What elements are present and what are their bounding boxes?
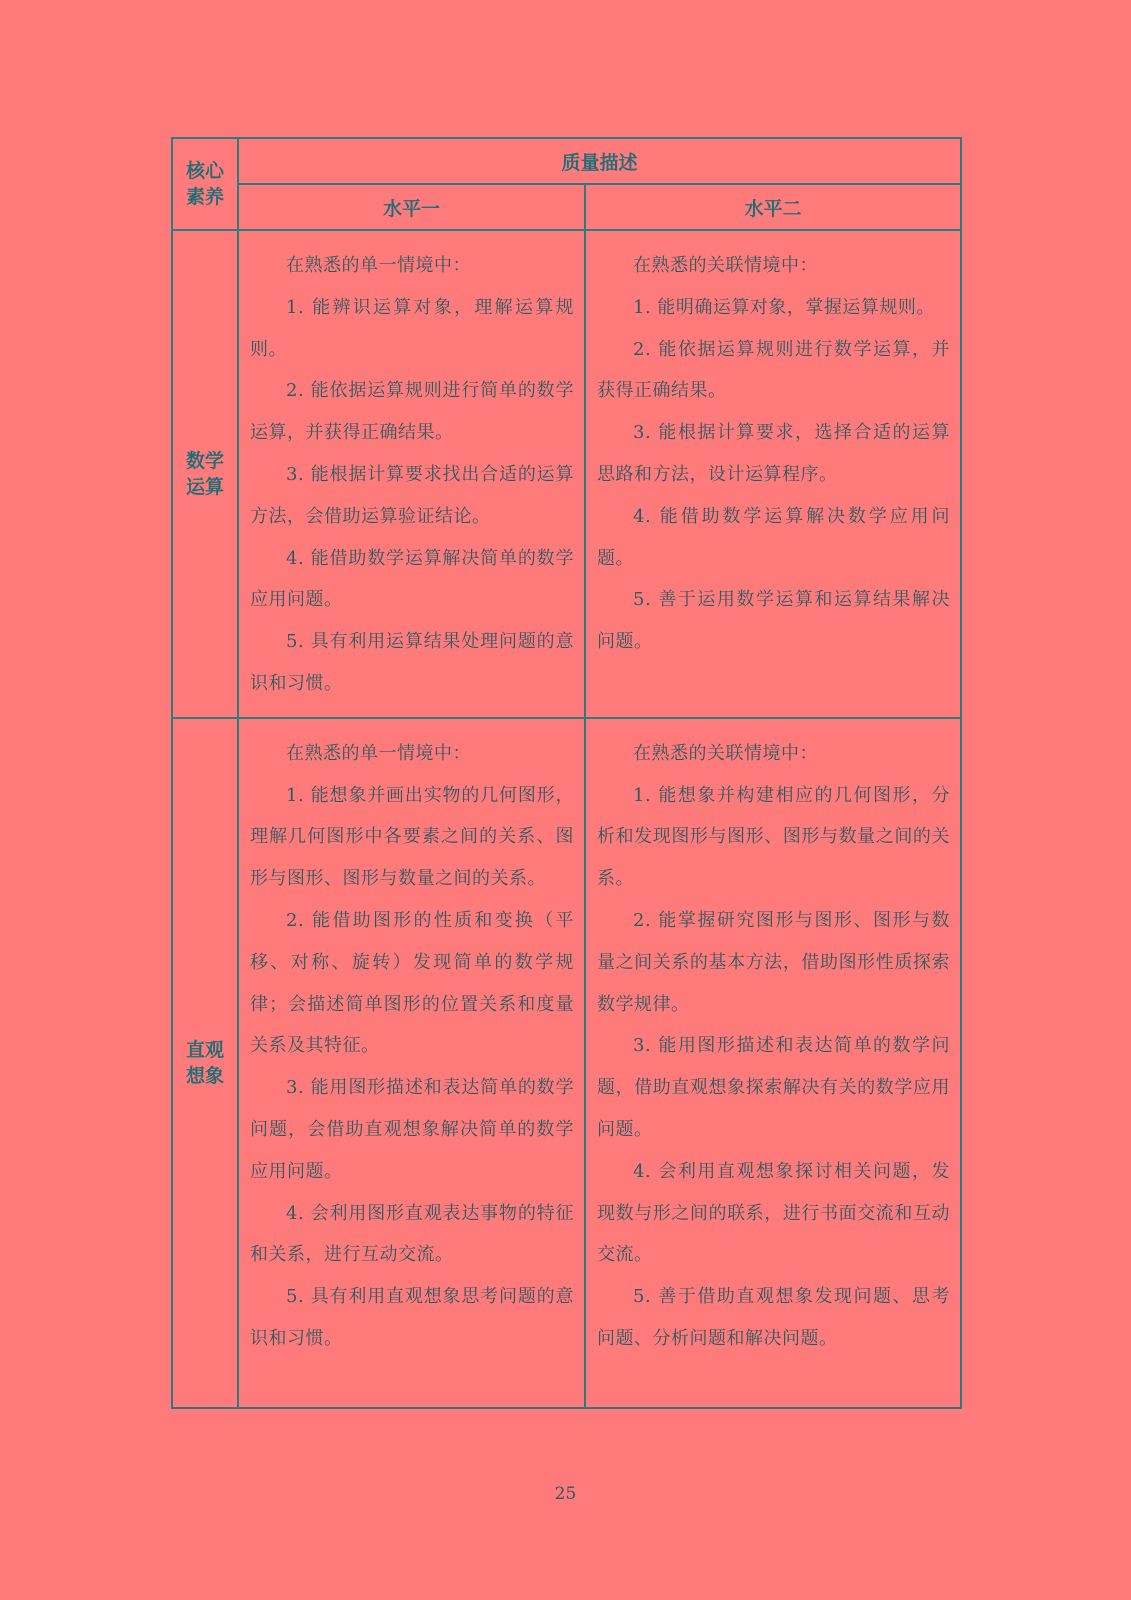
paragraph: 4. 会利用直观想象探讨相关问题，发现数与形之间的联系，进行书面交流和互动交流。 [597,1160,951,1266]
paragraph: 3. 能用图形描述和表达简单的数学问题，借助直观想象探索解决有关的数学应用问题。 [597,1035,951,1140]
paragraph: 在熟悉的关联情境中： [633,255,818,276]
paragraph: 在熟悉的单一情境中： [286,742,471,764]
intuitive-imagination-level-2 [585,718,961,1408]
paragraph: 1. 能辨识运算对象，理解运算规则。 [250,296,574,360]
math-operation-level-2 [585,230,961,718]
paragraph: 4. 能借助数学运算解决简单的数学应用问题。 [250,547,574,611]
paragraph: 在熟悉的关联情境中： [633,742,818,764]
paragraph: 2. 能依据运算规则进行数学运算，并获得正确结果。 [597,338,951,402]
category-math-operation [172,230,238,718]
paragraph: 4. 会利用图形直观表达事物的特征和关系，进行互动交流。 [250,1202,574,1266]
category-line: 运算 [185,475,224,498]
paragraph: 3. 能用图形描述和表达简单的数学问题，会借助直观想象解决简单的数学应用问题。 [250,1077,574,1182]
paragraph: 5. 善于借助直观想象发现问题、思考问题、分析问题和解决问题。 [597,1286,951,1349]
paragraph: 3. 能根据计算要求找出合适的运算方法，会借助运算验证结论。 [250,463,574,527]
intuitive-imagination-level-1 [238,718,585,1408]
paragraph: 5. 具有利用运算结果处理问题的意识和习惯。 [250,631,574,694]
category-line: 直观 [185,1038,224,1061]
paragraph: 在熟悉的单一情境中： [286,255,471,276]
paragraph: 1. 能想象并画出实物的几何图形，理解几何图形中各要素之间的关系、图形与图形、图形与数量之间的关系。 [250,784,574,890]
math-operation-level-1 [238,230,585,718]
table-row-intuitive-imagination [172,718,961,1408]
header-core-literacy [172,138,238,230]
quality-description-table [171,137,962,1409]
category-intuitive-imagination [172,718,238,1408]
paragraph: 5. 善于运用数学运算和运算结果解决问题。 [597,589,951,653]
paragraph: 5. 具有利用直观想象思考问题的意识和习惯。 [250,1286,574,1349]
header-core-literacy-line-2: 素养 [185,186,224,208]
paragraph: 4. 能借助数学运算解决数学应用问题。 [597,505,951,569]
page-number: 25 [554,1484,577,1504]
header-quality-description: 质量描述 [238,138,961,184]
header-level-1: 水平一 [238,184,585,230]
paragraph: 2. 能依据运算规则进行简单的数学运算，并获得正确结果。 [250,380,574,444]
paragraph: 2. 能掌握研究图形与图形、图形与数量之间关系的基本方法，借助图形性质探索数学规律。 [597,909,951,1015]
header-level-2: 水平二 [585,184,961,230]
category-line: 数学 [185,449,224,472]
paragraph: 3. 能根据计算要求，选择合适的运算思路和方法，设计运算程序。 [597,422,951,485]
paragraph: 2. 能借助图形的性质和变换（平移、对称、旋转）发现简单的数学规律；会描述简单图形的位置关系和度量关系及其特征。 [250,909,574,1057]
category-line: 想象 [185,1064,224,1087]
header-core-literacy-line-1: 核心 [185,160,224,182]
table-row-math-operation [172,230,961,718]
paragraph: 1. 能想象并构建相应的几何图形，分析和发现图形与图形、图形与数量之间的关系。 [597,784,951,890]
paragraph: 1. 能明确运算对象，掌握运算规则。 [633,296,935,318]
